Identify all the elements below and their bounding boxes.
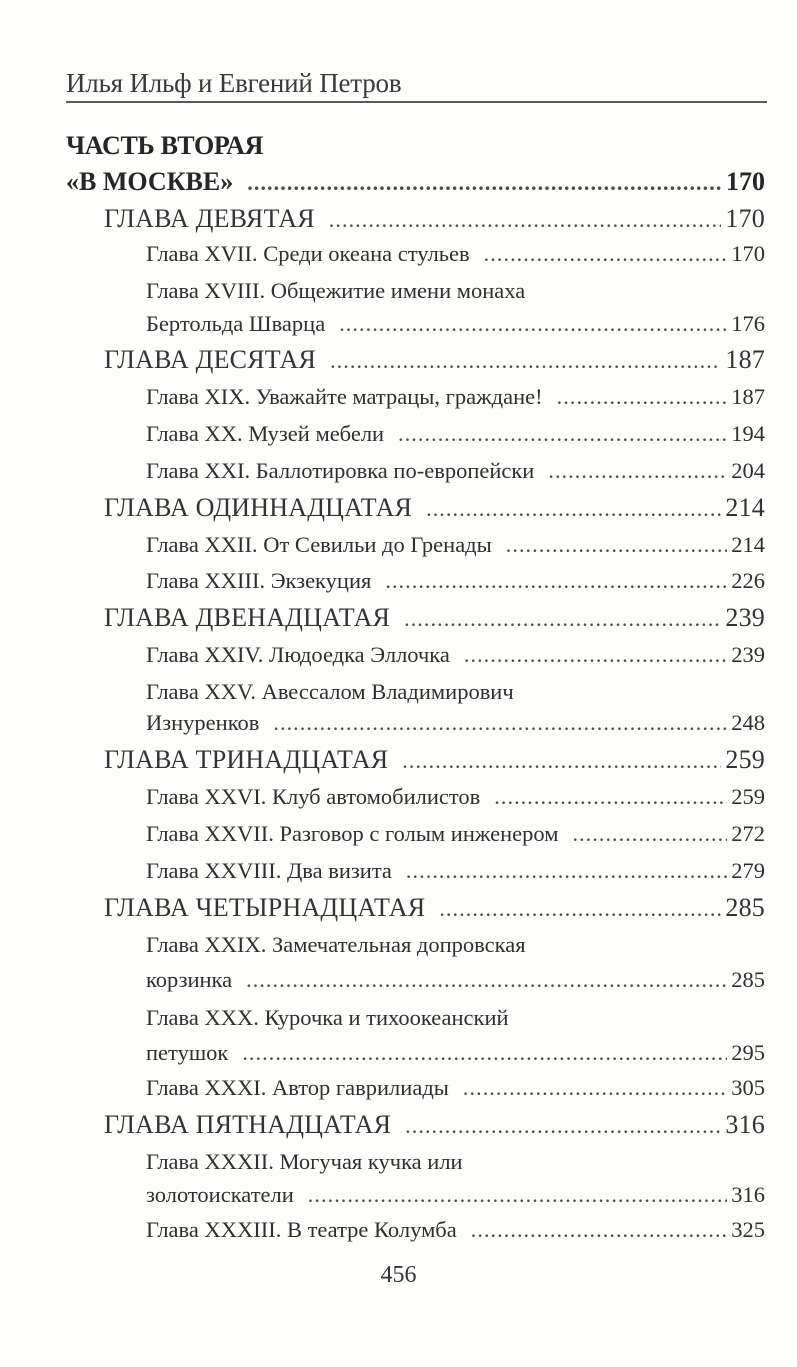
- toc-chapter-line[interactable]: Глава XXIX. Замечательная допровская: [146, 932, 526, 957]
- dot-leader: [308, 1177, 727, 1213]
- toc-label: Бертольда Шварца: [146, 311, 326, 336]
- dot-leader: [404, 601, 721, 637]
- toc-entry-chapter[interactable]: [146, 853, 765, 889]
- toc-page-number: 279: [731, 858, 765, 883]
- dot-leader: [439, 891, 721, 927]
- toc-label: ГЛАВА ОДИННАДЦАТАЯ: [104, 493, 413, 522]
- dot-leader: [426, 491, 721, 527]
- toc-label: Глава XXXIII. В театре Колумба: [146, 1217, 457, 1242]
- toc-label: Глава XXIV. Людоедка Эллочка: [146, 642, 450, 667]
- toc-entry-section[interactable]: [104, 600, 765, 636]
- toc-entry-chapter[interactable]: [146, 1212, 765, 1248]
- toc-page-number: 176: [731, 311, 765, 336]
- toc-entry-chapter[interactable]: [146, 416, 765, 452]
- toc-page-number: 259: [731, 784, 765, 809]
- dot-leader: [247, 165, 722, 201]
- toc-chapter-line[interactable]: Глава XXXII. Могучая кучка или: [146, 1149, 463, 1174]
- toc-chapter-line[interactable]: Глава XXX. Курочка и тихоокеанский: [146, 1005, 509, 1030]
- toc-label: «В МОСКВЕ»: [66, 167, 234, 196]
- toc-entry-chapter[interactable]: [146, 779, 765, 815]
- header-rule: [66, 101, 767, 103]
- dot-leader: [385, 563, 727, 599]
- toc-page-number: 194: [731, 421, 765, 446]
- toc-page-number: 248: [731, 710, 765, 735]
- toc-label: Глава XXXI. Автор гаврилиады: [146, 1075, 449, 1100]
- toc-page-number: 239: [725, 603, 765, 632]
- toc-entry-chapter[interactable]: [146, 379, 765, 415]
- toc-label: Глава XXVIII. Два визита: [146, 858, 392, 883]
- dot-leader: [464, 637, 727, 673]
- toc-page-number: 239: [731, 642, 765, 667]
- toc-label: ГЛАВА ЧЕТЫРНАДЦАТАЯ: [104, 893, 426, 922]
- dot-leader: [329, 202, 722, 238]
- toc-entry-chapter[interactable]: [146, 705, 765, 741]
- part-title: ЧАСТЬ ВТОРАЯ: [66, 131, 264, 160]
- toc-page-number: 305: [731, 1075, 765, 1100]
- toc-entry-chapter[interactable]: [146, 453, 765, 489]
- toc-label: ГЛАВА ТРИНАДЦАТАЯ: [104, 745, 389, 774]
- toc-entry-chapter[interactable]: [146, 816, 765, 852]
- toc-page-number: 226: [731, 568, 765, 593]
- running-head: Илья Ильф и Евгений Петров: [66, 68, 402, 98]
- toc-page-number: 316: [731, 1182, 765, 1207]
- toc-entry-section[interactable]: [104, 890, 765, 926]
- toc-page-number: 214: [731, 532, 765, 557]
- toc-chapter-line[interactable]: Глава XVIII. Общежитие имени монаха: [146, 278, 526, 303]
- dot-leader: [330, 343, 721, 379]
- toc-page-number: 187: [731, 384, 765, 409]
- toc-entry-chapter[interactable]: [146, 236, 765, 272]
- toc-page-number: 214: [725, 493, 765, 522]
- toc-label: корзинка: [146, 967, 233, 992]
- toc-entry-part[interactable]: [66, 164, 765, 200]
- toc-label: Глава XXVI. Клуб автомобилистов: [146, 784, 481, 809]
- dot-leader: [471, 1212, 728, 1248]
- toc-page-number: 325: [731, 1217, 765, 1242]
- toc-page-number: 204: [731, 458, 765, 483]
- toc-label: ГЛАВА ПЯТНАДЦАТАЯ: [104, 1110, 392, 1139]
- toc-entry-section[interactable]: [104, 201, 765, 237]
- toc-page-number: 295: [731, 1040, 765, 1065]
- dot-leader: [494, 779, 727, 815]
- dot-leader: [242, 1035, 727, 1071]
- toc-entry-chapter[interactable]: [146, 637, 765, 673]
- toc-entry-chapter[interactable]: [146, 563, 765, 599]
- dot-leader: [572, 816, 727, 852]
- dot-leader: [398, 416, 727, 452]
- toc-page-number: 285: [731, 967, 765, 992]
- dot-leader: [405, 1108, 721, 1144]
- toc-entry-section[interactable]: [104, 342, 765, 378]
- toc-chapter-line[interactable]: Глава XXV. Авессалом Владимирович: [146, 679, 514, 704]
- toc-label: Глава XXI. Баллотировка по-европейски: [146, 458, 535, 483]
- dot-leader: [246, 962, 727, 998]
- toc-entry-chapter[interactable]: [146, 1035, 765, 1071]
- dot-leader: [506, 527, 728, 563]
- toc-entry-chapter[interactable]: [146, 1177, 765, 1213]
- toc-label: Глава XVII. Среди океана стульев: [146, 241, 470, 266]
- dot-leader: [273, 705, 727, 741]
- toc-page-number: 170: [726, 167, 765, 196]
- toc-page-number: 187: [725, 345, 765, 374]
- toc-label: Глава XIX. Уважайте матрацы, граждане!: [146, 384, 543, 409]
- toc-label: ГЛАВА ДЕСЯТАЯ: [104, 345, 317, 374]
- toc-label: петушок: [146, 1040, 229, 1065]
- toc-label: ГЛАВА ДЕВЯТАЯ: [104, 204, 315, 233]
- toc-entry-section[interactable]: [104, 1107, 765, 1143]
- dot-leader: [548, 453, 727, 489]
- toc-entry-section[interactable]: [104, 742, 765, 778]
- toc-label: ГЛАВА ДВЕНАДЦАТАЯ: [104, 603, 391, 632]
- toc-entry-chapter[interactable]: [146, 1070, 765, 1106]
- toc-label: золотоискатели: [146, 1182, 294, 1207]
- toc-entry-section[interactable]: [104, 490, 765, 526]
- page-number-folio: 456: [380, 1262, 417, 1288]
- toc-label: Изнуренков: [146, 710, 260, 735]
- toc-label: Глава XXII. От Севильи до Гренады: [146, 532, 492, 557]
- dot-leader: [484, 236, 728, 272]
- toc-label: Глава XX. Музей мебели: [146, 421, 385, 446]
- dot-leader: [463, 1070, 727, 1106]
- toc-page-number: 259: [725, 745, 765, 774]
- toc-page-number: 285: [725, 893, 765, 922]
- toc-entry-chapter[interactable]: [146, 527, 765, 563]
- toc-page-number: 272: [731, 821, 765, 846]
- toc-entry-chapter[interactable]: [146, 306, 765, 342]
- dot-leader: [339, 306, 727, 342]
- toc-entry-chapter[interactable]: [146, 962, 765, 998]
- dot-leader: [557, 379, 728, 415]
- toc-page-number: 316: [725, 1110, 765, 1139]
- toc-label: Глава XXVII. Разговор с голым инженером: [146, 821, 559, 846]
- dot-leader: [402, 743, 721, 779]
- dot-leader: [406, 853, 727, 889]
- toc-page-number: 170: [731, 241, 765, 266]
- toc-page-number: 170: [725, 204, 765, 233]
- toc-label: Глава XXIII. Экзекуция: [146, 568, 372, 593]
